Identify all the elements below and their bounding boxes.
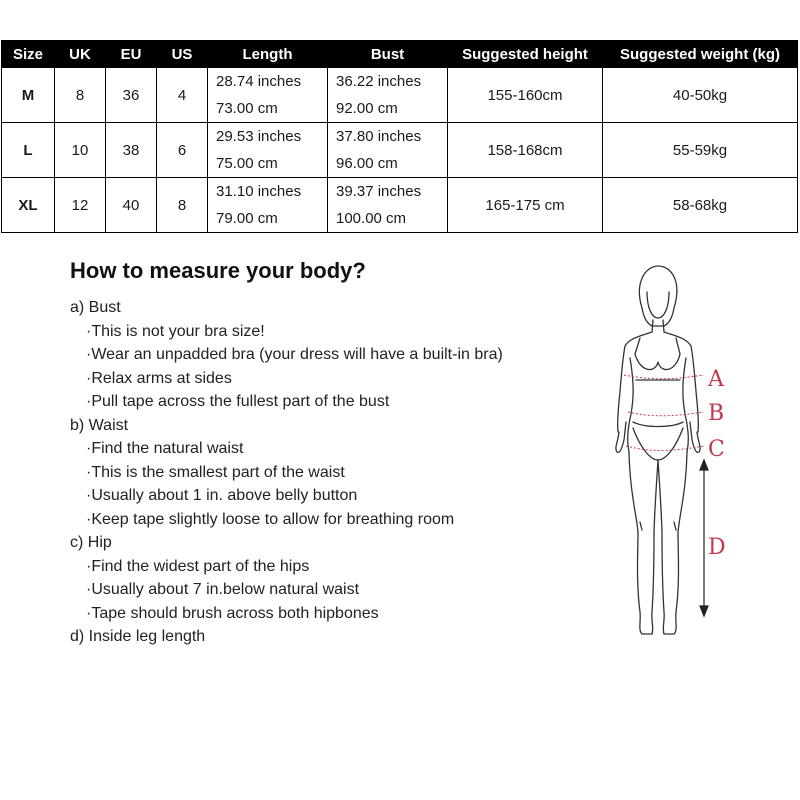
- hip-tip: · Usually about 7 in.below natural waist: [70, 578, 590, 602]
- header-bust: Bust: [328, 41, 448, 68]
- weight-cell: 55-59kg: [603, 123, 798, 178]
- eu-cell: 36: [106, 68, 157, 123]
- bust-cm: 92.00 cm: [336, 100, 398, 117]
- table-row: [2, 178, 798, 233]
- bust-inches: 36.22 inches: [336, 73, 422, 90]
- bust-tip: · Pull tape across the fullest part of the bust: [70, 390, 590, 414]
- size-cell: L: [2, 123, 55, 178]
- us-cell: 6: [157, 123, 208, 178]
- bust-tip: · This is not your bra size!: [70, 320, 590, 344]
- body-measurement-figure: [600, 262, 750, 662]
- header-eu: EU: [106, 41, 157, 68]
- eu-cell: 38: [106, 123, 157, 178]
- waist-tip: · Keep tape slightly loose to allow for breathing room: [70, 508, 590, 532]
- header-uk: UK: [55, 41, 106, 68]
- table-row: [2, 123, 798, 178]
- waist-tip: · This is the smallest part of the waist: [70, 461, 590, 485]
- bust-cm: 100.00 cm: [336, 210, 407, 227]
- bust-cell: [328, 123, 448, 178]
- size-cell: XL: [2, 178, 55, 233]
- bust-tip: · Wear an unpadded bra (your dress will have a built-in bra): [70, 343, 590, 367]
- waist-tip: · Find the natural waist: [70, 437, 590, 461]
- us-cell: 4: [157, 68, 208, 123]
- bust-cell: [328, 68, 448, 123]
- bust-tip: · Relax arms at sides: [70, 367, 590, 391]
- bust-heading: a) Bust: [70, 299, 121, 316]
- guide-title: How to measure your body?: [70, 258, 366, 283]
- table-row: [2, 68, 798, 123]
- measuring-guide: [70, 296, 590, 649]
- length-cell: [208, 178, 328, 233]
- weight-cell: 40-50kg: [603, 68, 798, 123]
- waist-heading: b) Waist: [70, 416, 129, 434]
- header-suggested-weight: Suggested weight (kg): [603, 41, 798, 68]
- uk-cell: 10: [55, 123, 106, 178]
- weight-cell: 58-68kg: [603, 178, 798, 233]
- length-inches: 31.10 inches: [216, 183, 302, 200]
- label-a: A: [708, 367, 724, 392]
- size-cell: M: [2, 68, 55, 123]
- length-cell: [208, 68, 328, 123]
- inside-leg-heading: d) Inside leg length: [70, 628, 206, 645]
- uk-cell: 12: [55, 178, 106, 233]
- header-suggested-height: Suggested height: [448, 41, 603, 68]
- us-cell: 8: [157, 178, 208, 233]
- bust-cm: 96.00 cm: [336, 155, 398, 172]
- bust-cell: [328, 178, 448, 233]
- header-length: Length: [208, 41, 328, 68]
- label-b: B: [708, 401, 725, 426]
- table-header-row: [2, 41, 798, 68]
- length-cm: 75.00 cm: [216, 155, 278, 172]
- hip-heading: c) Hip: [70, 534, 112, 551]
- header-size: Size: [2, 41, 55, 68]
- length-cell: [208, 123, 328, 178]
- eu-cell: 40: [106, 178, 157, 233]
- length-cm: 79.00 cm: [216, 210, 278, 227]
- header-us: US: [157, 41, 208, 68]
- label-d: D: [708, 535, 726, 560]
- length-inches: 29.53 inches: [216, 128, 302, 145]
- body-outline-illustration: [600, 262, 750, 662]
- length-inches: 28.74 inches: [216, 73, 302, 90]
- height-cell: 155-160cm: [448, 68, 603, 123]
- hip-tip: · Tape should brush across both hipbones: [70, 602, 590, 626]
- uk-cell: 8: [55, 68, 106, 123]
- bust-inches: 37.80 inches: [336, 128, 422, 145]
- length-cm: 73.00 cm: [216, 100, 278, 117]
- hip-tip: · Find the widest part of the hips: [70, 555, 590, 579]
- label-c: C: [708, 437, 725, 462]
- height-cell: 165-175 cm: [448, 178, 603, 233]
- waist-tip: · Usually about 1 in. above belly button: [70, 484, 590, 508]
- height-cell: 158-168cm: [448, 123, 603, 178]
- size-chart-table: [1, 40, 798, 233]
- bust-inches: 39.37 inches: [336, 183, 422, 200]
